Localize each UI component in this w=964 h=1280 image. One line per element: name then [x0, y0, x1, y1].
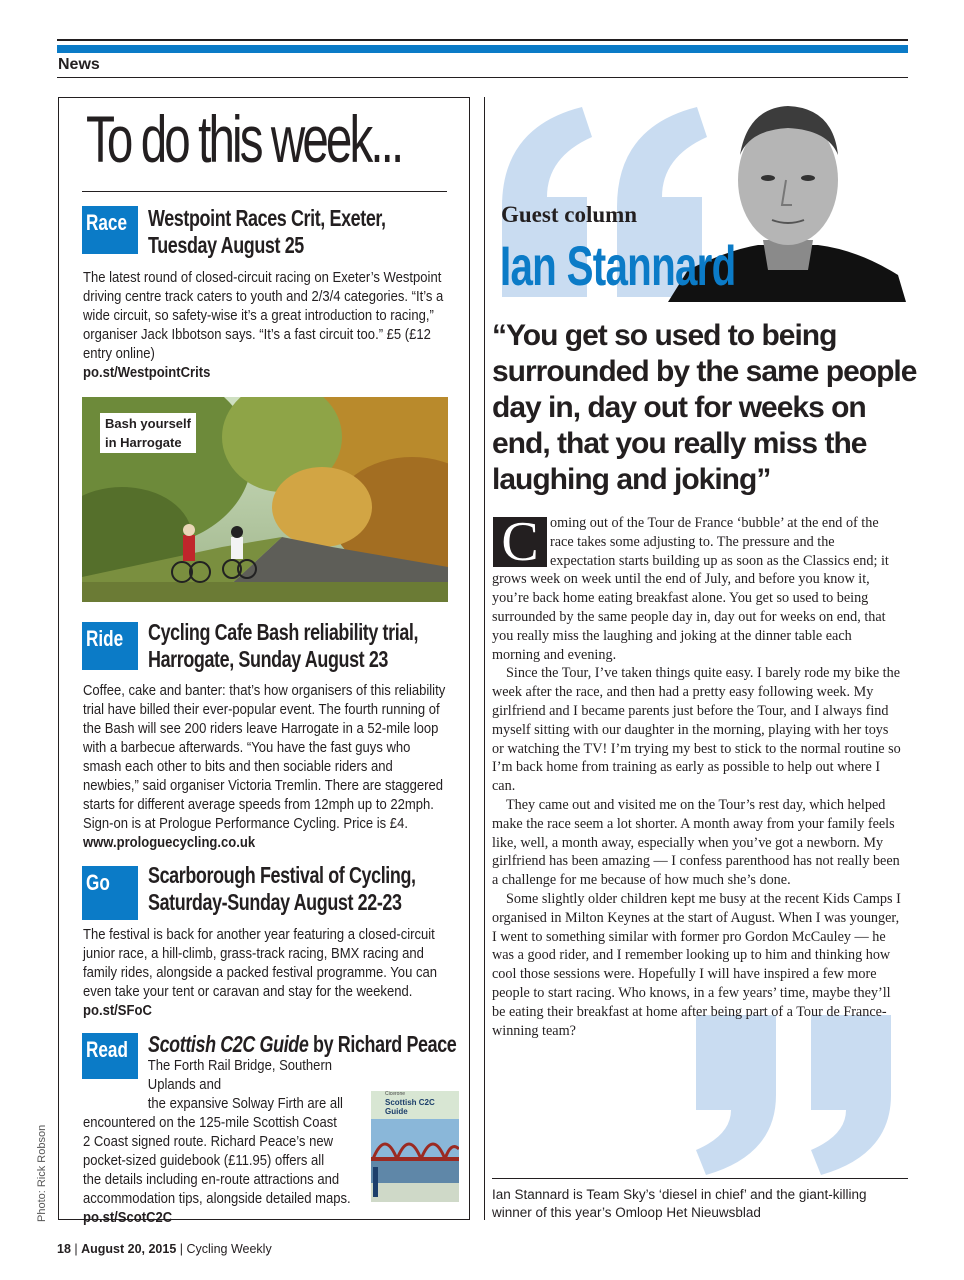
go-link[interactable]: po.st/SFoC: [83, 1003, 152, 1019]
read-heading: Scottish C2C Guide by Richard Peace: [148, 1031, 457, 1057]
todo-title: To do this week...: [86, 102, 402, 176]
go-body: The festival is back for another year featuring a closed-circuit junior race, a hill-climb, grass-track racing, BMX racing and family rides, alongside a packed festival programme. You can even take your tent or caravan and stay for the weekend. po.st/SFoC: [83, 927, 437, 1019]
drop-cap: C: [493, 517, 547, 567]
ride-heading: Cycling Cafe Bash reliability trial, Harrogate, Sunday August 23: [148, 619, 419, 672]
book-cover: Scottish C2C Guide Cicerone: [371, 1091, 459, 1202]
columnist-name: Ian Stannard: [500, 234, 736, 297]
guest-column-label: Guest column: [501, 202, 638, 227]
ride-tag: Ride: [82, 622, 138, 670]
photo-caption: Bash yourself in Harrogate: [100, 413, 196, 453]
section-rule: [57, 77, 908, 78]
top-rule: [57, 39, 908, 41]
read-body: The Forth Rail Bridge, Southern Uplands and the expansive Solway Firth are all encountered on the 125-mile Scottish Coast 2 Coast signed route. Richard Peace’s new pocket-sized guidebook (£11.95) offers all the details including en-route attractions and accommodation tips, alongside detailed maps. po.st/ScotC2C: [83, 1058, 351, 1226]
race-body: The latest round of closed-circuit racing on Exeter’s Westpoint driving centre track caters to youth and 2/3/4 categories. “It’s a wide circuit, so safety-wise it’s a great introduction to racing,” organiser Jack Ibbotson says. “It’s a fast circuit too.” £5 (£12 entry online) po.st/WestpointCrits: [83, 270, 444, 381]
read-tag: Read: [82, 1033, 138, 1079]
race-tag: Race: [82, 206, 138, 254]
top-accent-bar: [57, 45, 908, 53]
bio-rule: [492, 1178, 908, 1179]
ride-link[interactable]: www.prologuecycling.co.uk: [83, 835, 256, 851]
page-footer: 18 | August 20, 2015 | Cycling Weekly: [57, 1242, 272, 1256]
read-link[interactable]: po.st/ScotC2C: [83, 1210, 173, 1226]
go-heading: Scarborough Festival of Cycling, Saturday-Sunday August 22-23: [148, 862, 416, 915]
race-heading: Westpoint Races Crit, Exeter, Tuesday August 25: [148, 205, 386, 258]
photo-credit: Photo: Rick Robson: [36, 1124, 48, 1222]
article-body: oming out of the Tour de France ‘bubble’ at the end of the race takes some adjusting to. The pressure and the expectation starts building up as soon as the Classics end; it grows week on week until the end of July, and before you know it, you’re back home eating breakfast alone. You get so used to being surrounded by the same people day in, day out for weeks on end, that you really miss the laughing and joking at the dinner table each morning and evening. Since the Tour, I’ve taken things quite easy. I barely rode my bike the week after the race, and then had a pretty easy following week. My girlfriend and I became parents just before the Tour, and I always find myself sitting with our daughter in the morning, playing with her toys or watching the TV! I’m trying my best to stick to the normal routine so I’m back home from training as early as possible to help out where I can. They came out and visited me on the Tour’s rest day, which helped make the race seem a lot shorter. A month away from your family feels like, well, a month away, especially when you’ve got a newborn. My girlfriend has been amazing — I confess parenthood has not really been a challenge for me because of how much she’s done. Some slightly older children kept me busy at the recent Kids Camps I organised in Milton Keynes at the start of August. When I was younger, I went to something similar with former pro Gordon McCauley — he was a good rider, and I remember looking up to him and thinking how cool those sessions were. Hopefully I will have inspired a few more people to start racing. Who knows, in a few years’ time, maybe they’ll be eating their breakfast at home after being part of a Tour de France-winning team?: [492, 515, 901, 1039]
section-label: News: [58, 56, 100, 73]
race-link[interactable]: po.st/WestpointCrits: [83, 365, 211, 381]
ride-body: Coffee, cake and banter: that’s how organisers of this reliability trial have billed their ever-popular event. The fourth running of the Bash will see 200 riders leave Harrogate in a 52-mile loop with a barbecue afterwards. “You have the fast guys who smash each other to bits and then sociable riders and newbies,” said organiser Victoria Tremlin. There are staggered starts for different average speeds from 12mph up to 22mph. Sign-on is at Prologue Performance Cycling. Price is £4. www.prologuecycling.co.uk: [83, 683, 446, 851]
todo-title-rule: [82, 191, 447, 192]
pull-quote: “You get so used to being surrounded by the same people day in, day out for weeks on end, that you really miss the laughing and joking”: [492, 319, 917, 496]
go-tag: Go: [82, 866, 138, 920]
author-bio: Ian Stannard is Team Sky’s ‘diesel in chief’ and the giant-killing winner of this year’s Omloop Het Nieuwsblad: [492, 1187, 867, 1220]
column-divider: [484, 97, 485, 1220]
